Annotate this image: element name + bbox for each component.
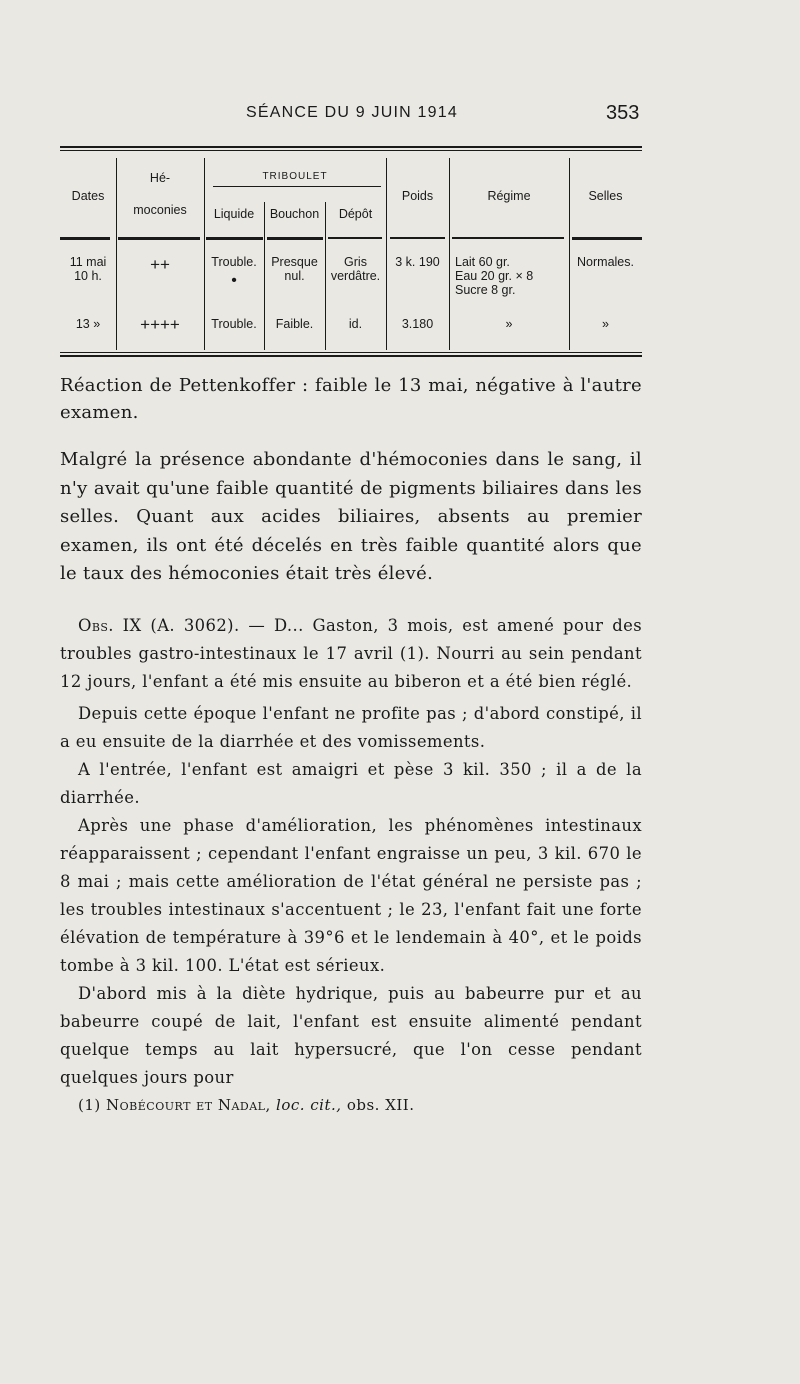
row1-regime-1: Lait 60 gr.: [455, 255, 510, 269]
footnote-obs: obs. XII.: [346, 1096, 415, 1114]
paragraph-apres: Après une phase d'amélioration, les phénomènes intestinaux réapparaissent ; cependant l'enfant engraisse un peu, 3 kil. 670 le 8 mai ; mais cette amélioration de l'état général ne persiste pas ; les troubles intestinaux s'accentuent ; le 23, l'enfant fait une forte élévation de température à 39°6 et le lendemain à 40°, et le poids tombe à 3 kil. 100. L'état est sérieux.: [60, 816, 642, 975]
observation-text: — D... Gaston, 3 mois, est amené pour des troubles gastro-intestinaux le 17 avril (1). Nourri au sein pendant 12 jours, l'enfant a été mis ensuite au biberon et a été bien réglé.: [60, 616, 643, 691]
row2-selles: »: [602, 317, 609, 331]
header-hemoconies-1: Hé-: [149, 171, 171, 185]
row1-poids: 3 k. 190: [395, 255, 440, 269]
row1-regime-3: Sucre 8 gr.: [455, 283, 516, 297]
paragraph-dabord: D'abord mis à la diète hydrique, puis au babeurre pur et au babeurre coupé de lait, l'enfant est ensuite alimenté pendant quelque temps au lait hypersucré, que l'on cesse pendant quelques jours pour: [60, 984, 642, 1087]
running-title: SÉANCE DU 9 JUIN 1914: [246, 104, 458, 121]
row1-depot-2: verdâtre.: [330, 269, 381, 283]
observation-table: [60, 146, 642, 362]
row1-regime-2: Eau 20 gr. × 8: [455, 269, 534, 283]
paragraph-entree: A l'entrée, l'enfant est amaigri et pèse 3 kil. 350 ; il a de la diarrhée.: [60, 760, 642, 807]
observation-label: Obs. IX (A. 3062).: [78, 616, 240, 635]
row2-liquide: Trouble.: [211, 317, 257, 331]
row1-liquide-mark: •: [231, 272, 237, 289]
table-top-rule: [60, 146, 642, 148]
paragraph-malgre: Malgré la présence abondante d'hémoconies dans le sang, il n'y avait qu'une faible quantité de pigments biliaires dans les selles. Quant aux acides biliaires, absents au premier examen, ils ont été décelés en très faible quantité alors que le taux des hémoconies était très élevé.: [60, 449, 642, 584]
footnote: [78, 1096, 415, 1114]
header-separator: [452, 237, 564, 239]
page-header: [0, 104, 800, 130]
footnote-number: (1): [78, 1096, 101, 1114]
header-separator: [267, 237, 323, 240]
paragraph-depuis: Depuis cette époque l'enfant ne profite pas ; d'abord constipé, il a eu ensuite de la diarrhée et des vomissements.: [60, 704, 642, 751]
paragraph-reaction: Réaction de Pettenkoffer : faible le 13 mai, négative à l'autre examen.: [60, 375, 642, 423]
row1-bouchon-2: nul.: [284, 269, 305, 283]
paragraph-observation: [60, 612, 642, 696]
header-depot: Dépôt: [338, 207, 373, 221]
header-liquide: Liquide: [213, 207, 255, 221]
row2-hemoconies: ++++: [140, 315, 180, 334]
header-separator: [572, 237, 642, 240]
header-separator: [390, 237, 445, 239]
row1-liquide: Trouble.: [211, 255, 257, 269]
header-hemoconies-2: moconies: [133, 203, 187, 217]
footnote-ref: loc. cit.,: [276, 1096, 342, 1114]
header-poids: Poids: [401, 189, 434, 203]
table-bottom-rule-thin: [60, 352, 642, 353]
header-dates: Dates: [71, 189, 105, 203]
row1-depot-1: Gris: [344, 255, 367, 269]
row2-date: 13 »: [75, 317, 101, 331]
triboulet-brace: [213, 186, 381, 187]
header-regime: Régime: [487, 189, 531, 203]
header-selles: Selles: [588, 189, 623, 203]
table-top-rule-thin: [60, 150, 642, 151]
row2-depot: id.: [348, 317, 363, 331]
header-separator: [206, 237, 263, 240]
header-bouchon: Bouchon: [269, 207, 320, 221]
row1-date-1: 11 mai: [69, 255, 107, 269]
row2-poids: 3.180: [401, 317, 434, 331]
header-separator: [118, 237, 200, 240]
header-separator: [60, 237, 110, 240]
row1-bouchon-1: Presque: [271, 255, 318, 269]
header-separator: [328, 237, 382, 239]
header-triboulet: TRIBOULET: [262, 171, 328, 182]
row1-selles: Normales.: [577, 255, 634, 269]
row1-date-2: 10 h.: [74, 269, 102, 283]
row1-hemoconies: ++: [150, 255, 170, 274]
page-number: 353: [606, 102, 640, 124]
row2-regime: »: [505, 317, 513, 331]
table-bottom-rule: [60, 355, 642, 357]
footnote-authors: Nobécourt et Nadal,: [106, 1096, 271, 1114]
row2-bouchon: Faible.: [275, 317, 314, 331]
